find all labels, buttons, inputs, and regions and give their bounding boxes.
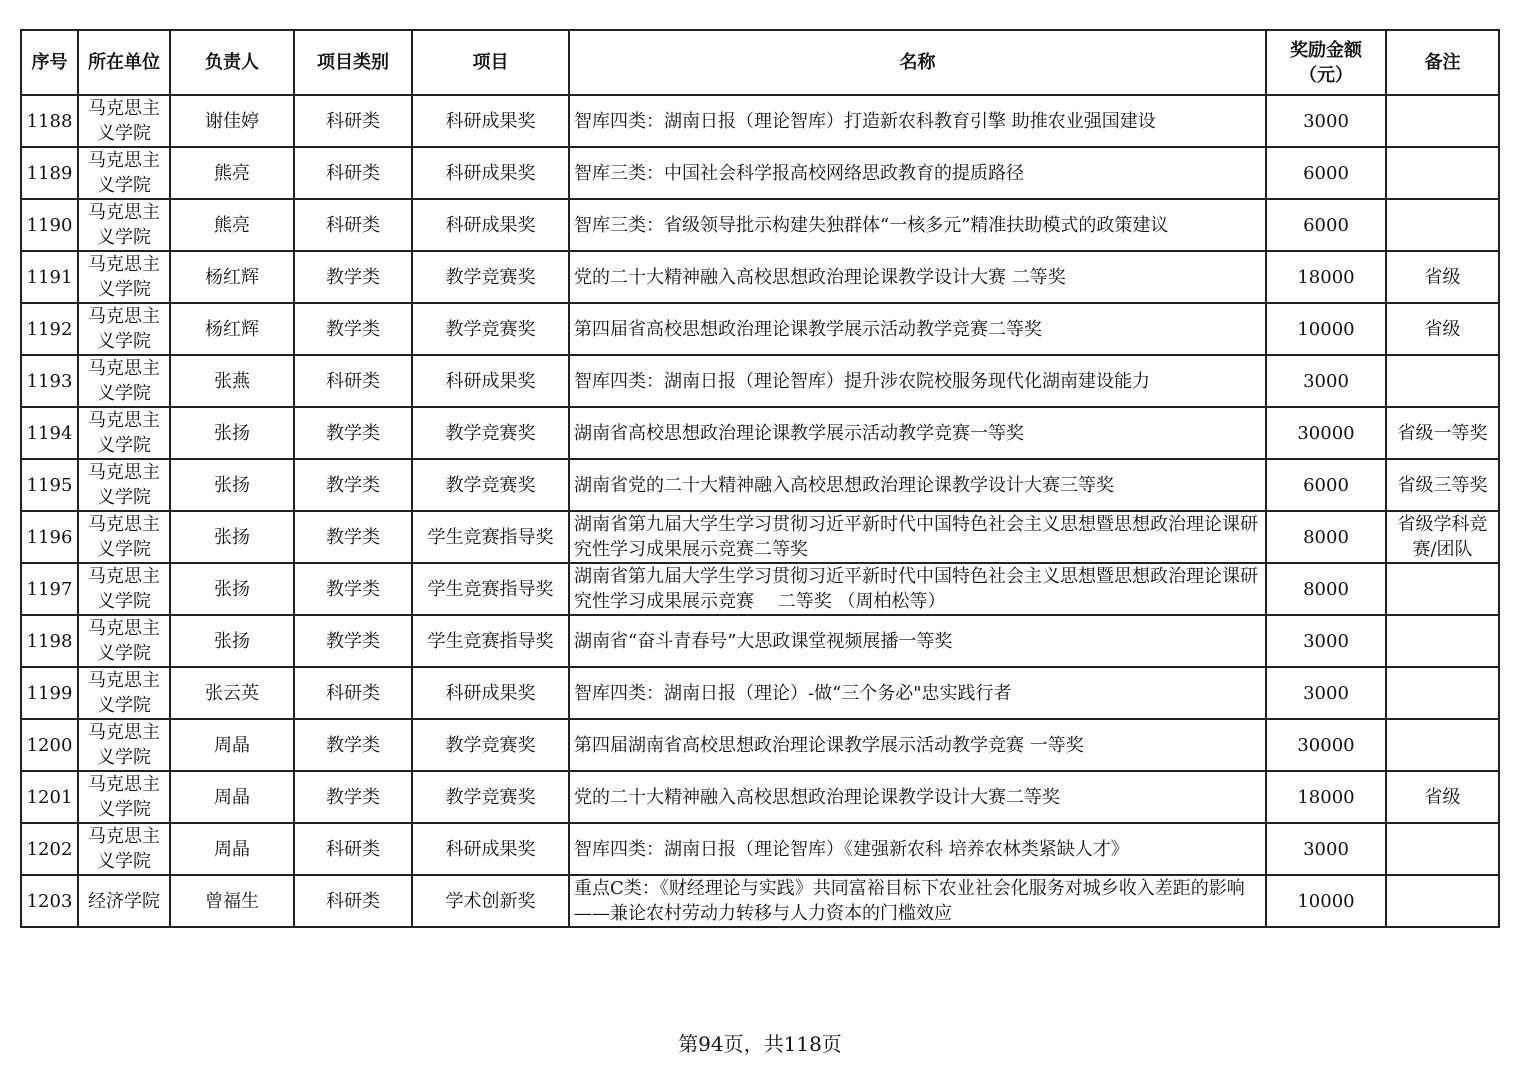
cell-seq: 1203 — [21, 875, 78, 927]
cell-remark — [1386, 823, 1499, 875]
cell-unit: 马克思主义学院 — [78, 407, 170, 459]
cell-seq: 1198 — [21, 615, 78, 667]
table-row — [21, 147, 1499, 199]
cell-owner: 周晶 — [170, 771, 294, 823]
header-owner: 负责人 — [170, 30, 294, 95]
cell-remark — [1386, 719, 1499, 771]
cell-name: 湖南省高校思想政治理论课教学展示活动教学竞赛一等奖 — [569, 407, 1266, 459]
table-row — [21, 719, 1499, 771]
cell-item: 科研成果奖 — [412, 199, 569, 251]
cell-unit: 经济学院 — [78, 875, 170, 927]
cell-seq: 1189 — [21, 147, 78, 199]
cell-amount: 3000 — [1266, 615, 1386, 667]
cell-remark: 省级 — [1386, 303, 1499, 355]
cell-item: 科研成果奖 — [412, 147, 569, 199]
cell-seq: 1188 — [21, 95, 78, 147]
cell-item: 教学竞赛奖 — [412, 303, 569, 355]
table-row — [21, 95, 1499, 147]
table-row — [21, 459, 1499, 511]
cell-seq: 1191 — [21, 251, 78, 303]
cell-category: 科研类 — [294, 95, 412, 147]
cell-name: 第四届湖南省高校思想政治理论课教学展示活动教学竞赛 一等奖 — [569, 719, 1266, 771]
cell-item: 科研成果奖 — [412, 667, 569, 719]
cell-category: 科研类 — [294, 355, 412, 407]
cell-category: 教学类 — [294, 407, 412, 459]
cell-seq: 1200 — [21, 719, 78, 771]
cell-owner: 杨红辉 — [170, 303, 294, 355]
table-row — [21, 355, 1499, 407]
cell-unit: 马克思主义学院 — [78, 251, 170, 303]
table-row — [21, 823, 1499, 875]
header-name: 名称 — [569, 30, 1266, 95]
table-row — [21, 667, 1499, 719]
cell-item: 教学竞赛奖 — [412, 459, 569, 511]
cell-unit: 马克思主义学院 — [78, 771, 170, 823]
cell-owner: 周晶 — [170, 823, 294, 875]
cell-amount: 10000 — [1266, 875, 1386, 927]
cell-owner: 张扬 — [170, 615, 294, 667]
cell-remark — [1386, 355, 1499, 407]
cell-name: 湖南省党的二十大精神融入高校思想政治理论课教学设计大赛三等奖 — [569, 459, 1266, 511]
cell-item: 学生竞赛指导奖 — [412, 511, 569, 563]
cell-seq: 1202 — [21, 823, 78, 875]
cell-name: 湖南省第九届大学生学习贯彻习近平新时代中国特色社会主义思想暨思想政治理论课研究性学习成果展示竞赛 二等奖 （周柏松等） — [569, 563, 1266, 615]
cell-unit: 马克思主义学院 — [78, 199, 170, 251]
cell-name: 智库三类：中国社会科学报高校网络思政教育的提质路径 — [569, 147, 1266, 199]
cell-remark — [1386, 199, 1499, 251]
cell-item: 科研成果奖 — [412, 823, 569, 875]
header-unit: 所在单位 — [78, 30, 170, 95]
cell-remark — [1386, 95, 1499, 147]
cell-unit: 马克思主义学院 — [78, 615, 170, 667]
cell-amount: 30000 — [1266, 407, 1386, 459]
cell-name: 湖南省“奋斗青春号”大思政课堂视频展播一等奖 — [569, 615, 1266, 667]
cell-unit: 马克思主义学院 — [78, 95, 170, 147]
cell-item: 教学竞赛奖 — [412, 771, 569, 823]
cell-category: 科研类 — [294, 147, 412, 199]
cell-unit: 马克思主义学院 — [78, 355, 170, 407]
cell-name: 第四届省高校思想政治理论课教学展示活动教学竞赛二等奖 — [569, 303, 1266, 355]
cell-item: 教学竞赛奖 — [412, 251, 569, 303]
page-number: 第94页，共118页 — [678, 1032, 842, 1056]
cell-remark — [1386, 563, 1499, 615]
cell-unit: 马克思主义学院 — [78, 719, 170, 771]
cell-remark — [1386, 667, 1499, 719]
cell-amount: 3000 — [1266, 667, 1386, 719]
cell-remark — [1386, 875, 1499, 927]
cell-seq: 1194 — [21, 407, 78, 459]
cell-name: 智库四类：湖南日报（理论智库）提升涉农院校服务现代化湖南建设能力 — [569, 355, 1266, 407]
table-row — [21, 771, 1499, 823]
cell-owner: 张扬 — [170, 407, 294, 459]
cell-category: 教学类 — [294, 719, 412, 771]
cell-owner: 张扬 — [170, 563, 294, 615]
cell-name: 党的二十大精神融入高校思想政治理论课教学设计大赛二等奖 — [569, 771, 1266, 823]
cell-item: 教学竞赛奖 — [412, 407, 569, 459]
table-row — [21, 199, 1499, 251]
header-amount: 奖励金额（元） — [1266, 30, 1386, 95]
cell-amount: 8000 — [1266, 563, 1386, 615]
cell-item: 教学竞赛奖 — [412, 719, 569, 771]
cell-seq: 1196 — [21, 511, 78, 563]
table-row — [21, 511, 1499, 563]
cell-name: 智库四类：湖南日报（理论智库）《建强新农科 培养农林类紧缺人才》 — [569, 823, 1266, 875]
cell-category: 科研类 — [294, 667, 412, 719]
cell-owner: 周晶 — [170, 719, 294, 771]
cell-remark: 省级 — [1386, 251, 1499, 303]
cell-unit: 马克思主义学院 — [78, 511, 170, 563]
cell-item: 学生竞赛指导奖 — [412, 615, 569, 667]
cell-remark — [1386, 147, 1499, 199]
table-row — [21, 563, 1499, 615]
cell-amount: 18000 — [1266, 251, 1386, 303]
cell-category: 教学类 — [294, 459, 412, 511]
cell-category: 科研类 — [294, 875, 412, 927]
cell-item: 学生竞赛指导奖 — [412, 563, 569, 615]
cell-owner: 熊亮 — [170, 199, 294, 251]
cell-category: 教学类 — [294, 771, 412, 823]
cell-unit: 马克思主义学院 — [78, 147, 170, 199]
cell-unit: 马克思主义学院 — [78, 459, 170, 511]
cell-owner: 张扬 — [170, 459, 294, 511]
table-row — [21, 875, 1499, 927]
cell-amount: 3000 — [1266, 355, 1386, 407]
cell-category: 科研类 — [294, 199, 412, 251]
cell-name: 重点C类：《财经理论与实践》共同富裕目标下农业社会化服务对城乡收入差距的影响——兼论农村劳动力转移与人力资本的门槛效应 — [569, 875, 1266, 927]
awards-table — [20, 29, 1500, 928]
cell-item: 科研成果奖 — [412, 95, 569, 147]
cell-category: 教学类 — [294, 563, 412, 615]
cell-name: 智库四类：湖南日报（理论）-做“三个务必"忠实践行者 — [569, 667, 1266, 719]
header-item: 项目 — [412, 30, 569, 95]
cell-seq: 1192 — [21, 303, 78, 355]
header-remark: 备注 — [1386, 30, 1499, 95]
cell-remark: 省级三等奖 — [1386, 459, 1499, 511]
cell-unit: 马克思主义学院 — [78, 667, 170, 719]
cell-amount: 3000 — [1266, 95, 1386, 147]
cell-amount: 6000 — [1266, 199, 1386, 251]
table-row — [21, 615, 1499, 667]
cell-name: 湖南省第九届大学生学习贯彻习近平新时代中国特色社会主义思想暨思想政治理论课研究性学习成果展示竞赛二等奖 — [569, 511, 1266, 563]
cell-seq: 1190 — [21, 199, 78, 251]
cell-amount: 6000 — [1266, 459, 1386, 511]
cell-category: 教学类 — [294, 251, 412, 303]
table-row — [21, 251, 1499, 303]
cell-owner: 张云英 — [170, 667, 294, 719]
cell-remark: 省级一等奖 — [1386, 407, 1499, 459]
cell-owner: 熊亮 — [170, 147, 294, 199]
cell-category: 科研类 — [294, 823, 412, 875]
cell-owner: 张燕 — [170, 355, 294, 407]
cell-unit: 马克思主义学院 — [78, 823, 170, 875]
cell-remark: 省级 — [1386, 771, 1499, 823]
cell-name: 智库四类：湖南日报（理论智库）打造新农科教育引擎 助推农业强国建设 — [569, 95, 1266, 147]
cell-remark: 省级学科竞赛/团队 — [1386, 511, 1499, 563]
header-seq: 序号 — [21, 30, 78, 95]
cell-item: 科研成果奖 — [412, 355, 569, 407]
cell-category: 教学类 — [294, 303, 412, 355]
cell-unit: 马克思主义学院 — [78, 303, 170, 355]
cell-amount: 3000 — [1266, 823, 1386, 875]
cell-seq: 1195 — [21, 459, 78, 511]
cell-amount: 8000 — [1266, 511, 1386, 563]
cell-amount: 18000 — [1266, 771, 1386, 823]
cell-amount: 10000 — [1266, 303, 1386, 355]
cell-owner: 谢佳婷 — [170, 95, 294, 147]
cell-owner: 张扬 — [170, 511, 294, 563]
cell-owner: 杨红辉 — [170, 251, 294, 303]
cell-name: 党的二十大精神融入高校思想政治理论课教学设计大赛 二等奖 — [569, 251, 1266, 303]
cell-owner: 曾福生 — [170, 875, 294, 927]
cell-category: 教学类 — [294, 511, 412, 563]
cell-amount: 30000 — [1266, 719, 1386, 771]
cell-unit: 马克思主义学院 — [78, 563, 170, 615]
cell-seq: 1193 — [21, 355, 78, 407]
cell-item: 学术创新奖 — [412, 875, 569, 927]
cell-name: 智库三类：省级领导批示构建失独群体“一核多元”精准扶助模式的政策建议 — [569, 199, 1266, 251]
cell-remark — [1386, 615, 1499, 667]
cell-seq: 1199 — [21, 667, 78, 719]
table-row — [21, 407, 1499, 459]
cell-amount: 6000 — [1266, 147, 1386, 199]
cell-category: 教学类 — [294, 615, 412, 667]
cell-seq: 1197 — [21, 563, 78, 615]
table-row — [21, 303, 1499, 355]
header-row — [21, 30, 1499, 95]
header-category: 项目类别 — [294, 30, 412, 95]
cell-seq: 1201 — [21, 771, 78, 823]
